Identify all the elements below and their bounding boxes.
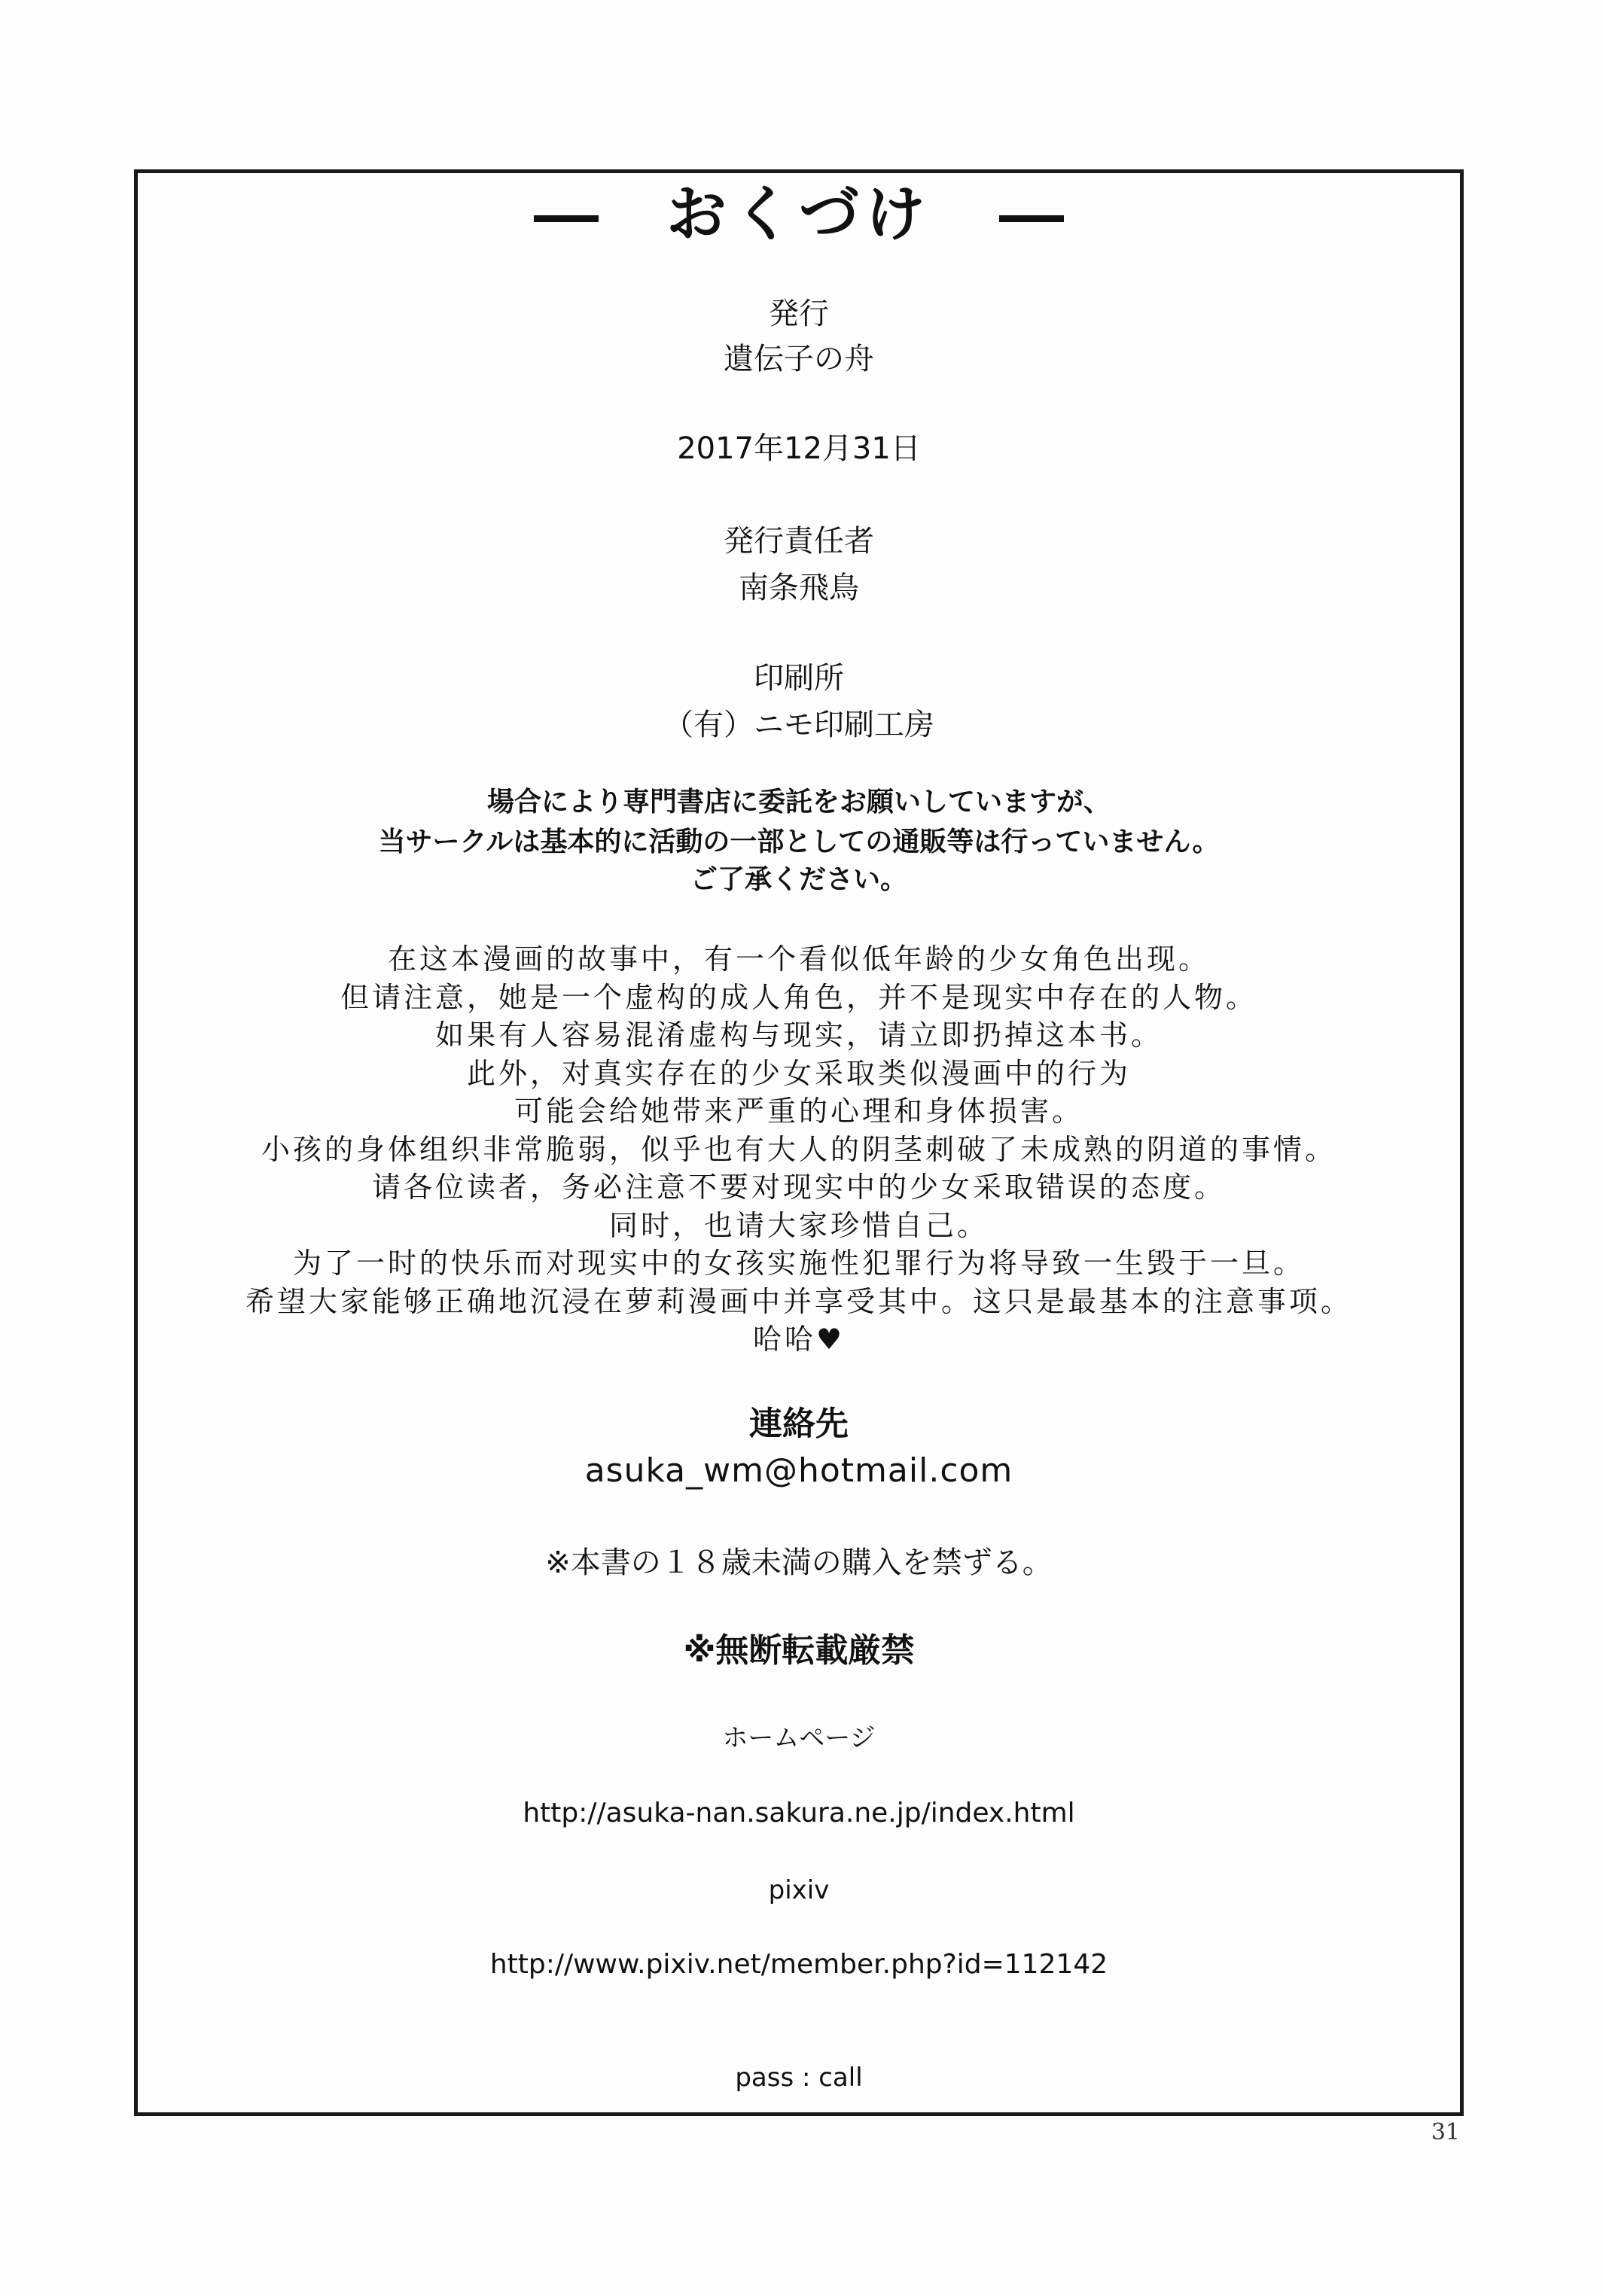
notice-line: ご了承ください。 xyxy=(690,864,907,895)
responsible-label: 発行責任者 xyxy=(724,524,874,559)
homepage-url: http://asuka-nan.sakura.ne.jp/index.html xyxy=(523,1798,1075,1829)
disclaimer-line: 在这本漫画的故事中，有一个看似低年龄的少女角色出现。 xyxy=(387,942,1210,976)
contact-label: 連絡先 xyxy=(749,1405,849,1443)
colophon-title-text: おくづけ xyxy=(666,179,931,249)
disclaimer-line: 哈哈♥ xyxy=(752,1323,846,1356)
disclaimer-line: 小孩的身体组织非常脆弱，似乎也有大人的阴茎刺破了未成熟的阴道的事情。 xyxy=(261,1133,1336,1166)
reprint-prohibited-notice: ※無断転載厳禁 xyxy=(683,1631,915,1670)
title-dash-right xyxy=(999,215,1064,222)
disclaimer-line: 但请注意，她是一个虚构的成人角色，并不是现实中存在的人物。 xyxy=(340,981,1257,1014)
pixiv-url: http://www.pixiv.net/member.php?id=112142 xyxy=(489,1949,1108,1980)
pass-text: pass : call xyxy=(735,2063,863,2093)
responsible-name: 南条飛鳥 xyxy=(739,571,859,605)
colophon-title xyxy=(134,173,1464,256)
disclaimer-line: 请各位读者，务必注意不要对现实中的少女采取错误的态度。 xyxy=(371,1171,1226,1204)
contact-email: asuka_wm@hotmail.com xyxy=(584,1451,1013,1490)
disclaimer-line: 如果有人容易混淆虚构与现实，请立即扔掉这本书。 xyxy=(434,1019,1163,1052)
title-dash-left xyxy=(534,215,599,222)
printer-label: 印刷所 xyxy=(754,661,844,696)
homepage-label: ホームページ xyxy=(722,1723,876,1753)
page-number: 31 xyxy=(1431,2119,1460,2145)
notice-line: 当サークルは基本的に活動の一部としての通販等は行っていません。 xyxy=(378,827,1220,857)
publisher-label: 発行 xyxy=(769,297,829,331)
disclaimer-line: 为了一时的快乐而对现实中的女孩实施性犯罪行为将导致一生毁于一旦。 xyxy=(292,1247,1305,1280)
disclaimer-line: 希望大家能够正确地沉浸在萝莉漫画中并享受其中。这只是最基本的注意事项。 xyxy=(245,1285,1352,1318)
pixiv-label: pixiv xyxy=(768,1875,830,1905)
disclaimer-line: 可能会给她带来严重的心理和身体损害。 xyxy=(514,1095,1083,1128)
age-restriction-notice: ※本書の１８歳未満の購入を禁ずる。 xyxy=(545,1545,1053,1580)
notice-line: 場合により専門書店に委託をお願いしていますが、 xyxy=(486,787,1111,818)
printer-name: （有）ニモ印刷工房 xyxy=(663,708,934,742)
disclaimer-line: 同时，也请大家珍惜自己。 xyxy=(608,1209,989,1242)
disclaimer-line: 此外，对真实存在的少女采取类似漫画中的行为 xyxy=(466,1057,1131,1090)
publish-date: 2017年12月31日 xyxy=(677,431,921,466)
publisher-name: 遺伝子の舟 xyxy=(724,342,874,376)
